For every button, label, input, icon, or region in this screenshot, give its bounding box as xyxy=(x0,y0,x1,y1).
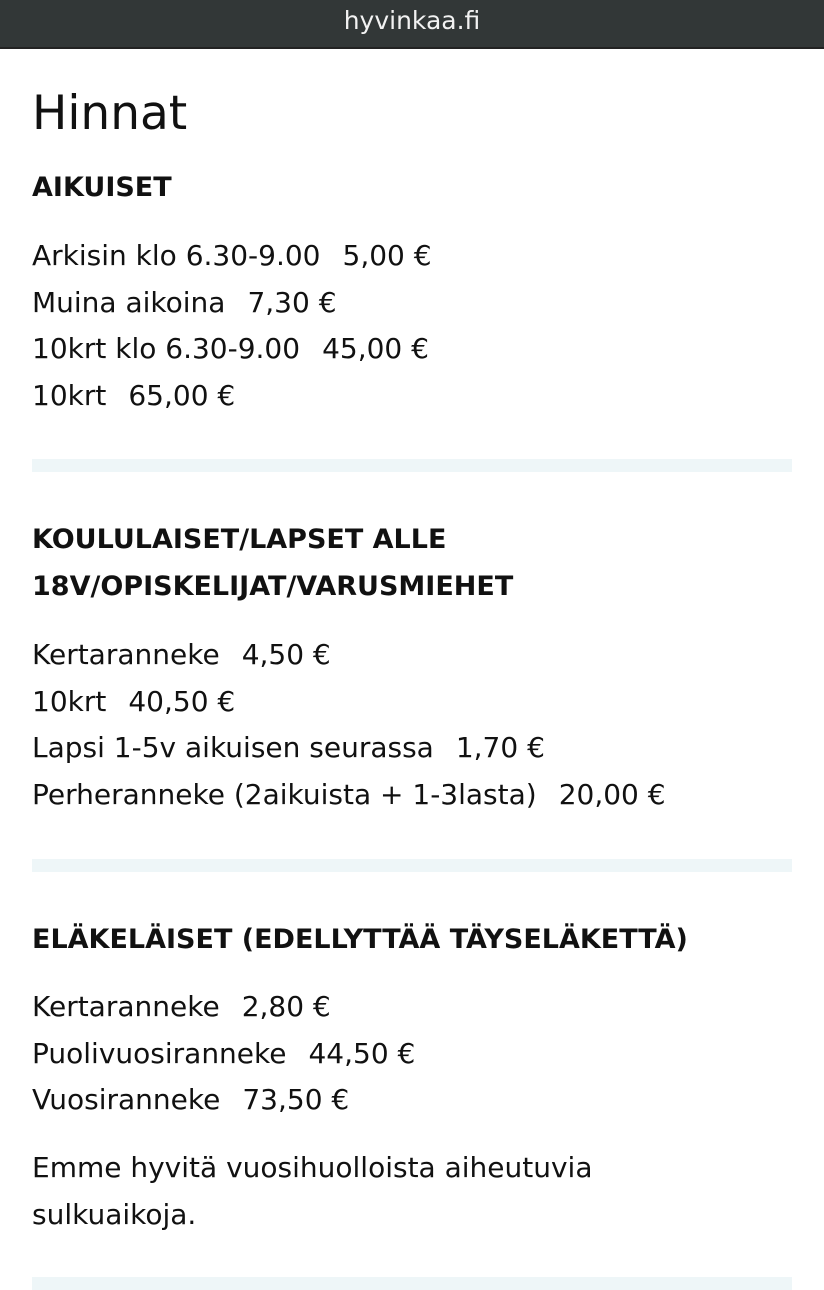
section-heading-students: KOULULAISET/LAPSET ALLE 18V/OPISKELIJAT/VARUSMIEHET xyxy=(32,524,514,602)
price-value: 73,50 € xyxy=(242,1083,350,1116)
price-row xyxy=(32,233,432,280)
price-row xyxy=(32,280,432,327)
price-row xyxy=(32,984,415,1031)
price-label: Lapsi 1-5v aikuisen seurassa xyxy=(32,731,434,764)
price-label: 10krt xyxy=(32,684,107,718)
browser-url-bar[interactable] xyxy=(0,0,824,49)
price-label: 10krt klo 6.30-9.00 xyxy=(32,332,301,365)
section-divider xyxy=(32,1277,792,1290)
price-value: 5,00 € xyxy=(342,239,432,272)
price-label: Perheranneke (2aikuista + 1-3lasta) xyxy=(32,777,537,811)
price-value: 2,80 € xyxy=(241,990,331,1023)
price-row xyxy=(32,772,666,819)
price-row xyxy=(32,725,666,772)
price-label: Kertaranneke xyxy=(32,990,220,1023)
closure-note: Emme hyvitä vuosihuolloista aiheutuvia sulkuaikoja. xyxy=(32,1151,593,1231)
price-row xyxy=(32,1031,415,1078)
price-row xyxy=(32,1077,415,1124)
price-list-students xyxy=(32,632,666,818)
price-label: Arkisin klo 6.30-9.00 xyxy=(32,239,321,272)
price-label: Muina aikoina xyxy=(32,285,226,319)
price-value: 65,00 € xyxy=(128,378,236,412)
section-heading-adults: AIKUISET xyxy=(32,172,172,203)
url-text: hyvinkaa.fi xyxy=(343,6,481,35)
price-list-adults xyxy=(32,233,432,419)
price-value: 20,00 € xyxy=(558,777,666,811)
price-label: Vuosiranneke xyxy=(32,1083,221,1116)
section-heading-pensioners: ELÄKELÄISET (EDELLYTTÄÄ TÄYSELÄKETTÄ) xyxy=(32,924,688,955)
price-label: 10krt xyxy=(32,378,107,412)
price-list-pensioners xyxy=(32,984,415,1124)
price-value: 45,00 € xyxy=(322,332,429,365)
price-label: Kertaranneke xyxy=(32,638,220,671)
section-divider xyxy=(32,859,792,872)
price-row xyxy=(32,373,432,420)
price-label: Puolivuosiranneke xyxy=(32,1036,287,1070)
price-value: 44,50 € xyxy=(308,1036,416,1070)
price-value: 40,50 € xyxy=(128,684,236,718)
price-value: 4,50 € xyxy=(241,638,331,671)
price-row xyxy=(32,679,666,726)
price-value: 7,30 € xyxy=(247,285,337,319)
price-row xyxy=(32,632,666,679)
price-row xyxy=(32,326,432,373)
section-divider xyxy=(32,459,792,472)
page-title: Hinnat xyxy=(32,86,188,141)
price-value: 1,70 € xyxy=(455,731,545,764)
